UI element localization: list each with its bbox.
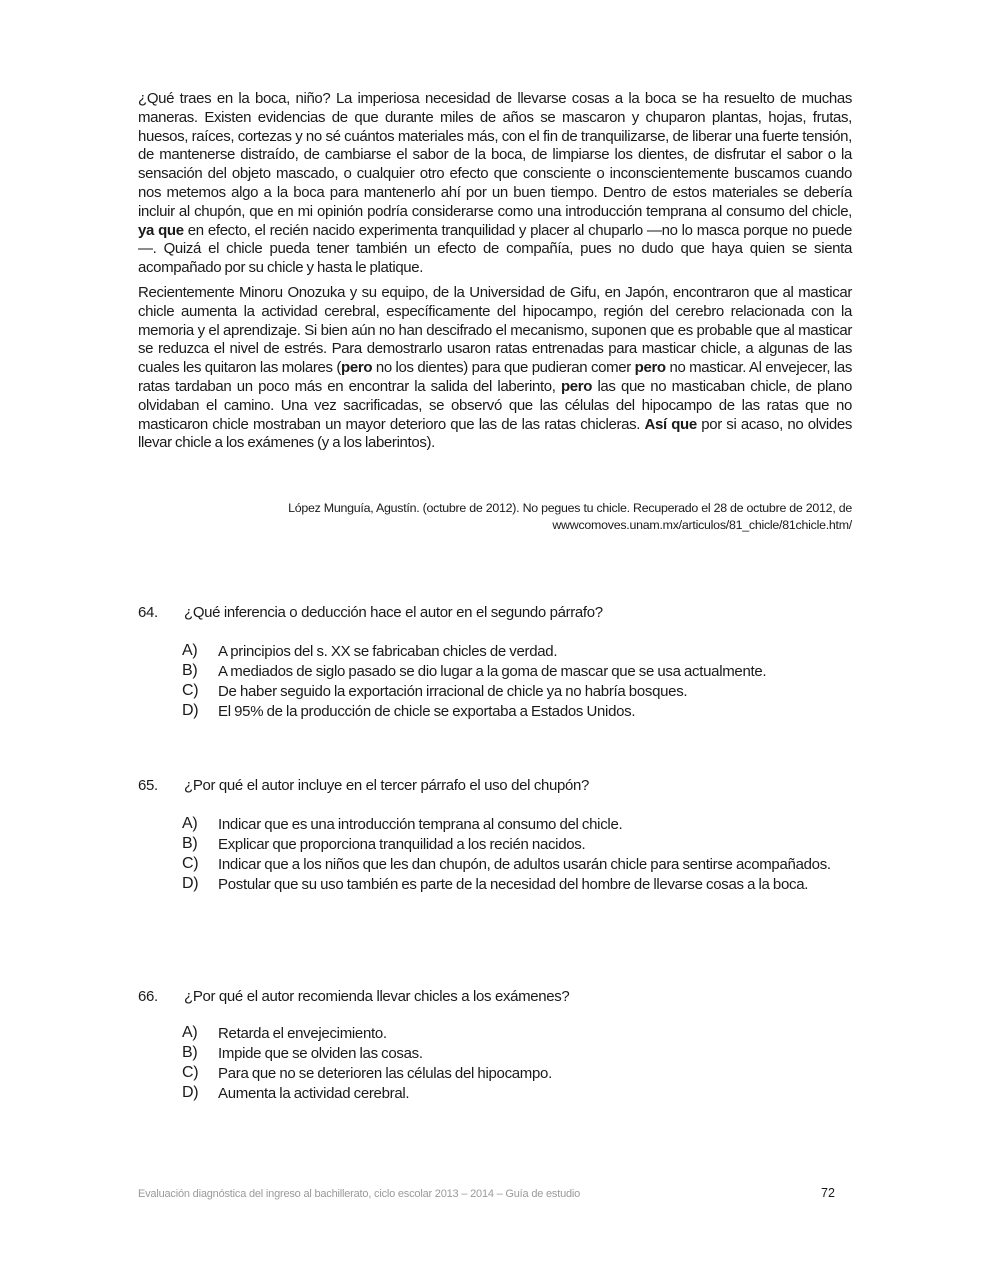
bold-connector: pero [634,359,666,377]
option-a[interactable] [182,815,852,835]
option-text: A mediados de siglo pasado se dio lugar a la goma de mascar que se usa actualmente. [218,663,767,680]
passage-paragraph-2 [138,284,852,453]
option-text: Postular que su uso también es parte de la necesidad del hombre de llevarse cosas a la boca. [218,876,809,893]
option-text: A principios del s. XX se fabricaban chicles de verdad. [218,643,558,660]
option-text: Indicar que es una introducción temprana al consumo del chicle. [218,816,623,833]
bold-connector: ya que [138,221,184,239]
option-text: El 95% de la producción de chicle se exportaba a Estados Unidos. [218,703,636,720]
option-d[interactable] [182,702,852,722]
option-text: Explicar que proporciona tranquilidad a los recién nacidos. [218,836,586,853]
option-letter: B) [182,835,198,852]
option-c[interactable] [182,1064,852,1084]
answer-options [182,642,852,722]
option-d[interactable] [182,1084,852,1104]
option-d[interactable] [182,875,852,895]
passage-paragraph-1 [138,90,852,278]
question-text: ¿Por qué el autor recomienda llevar chicles a los exámenes? [184,988,570,1005]
paragraph-text: no los dientes) para que pudieran comer [372,359,635,377]
paragraph-text: Recientemente Minoru Onozuka y su equipo, de la Universidad de Gifu, en Japón, encontraron que al masticar chicle aumenta la actividad cerebral, específicamente del hipocampo, región del cerebro relacionada con la memoria y el aprendizaje. Si bien aún no han descifrado el mecanismo, suponen que es probable que al masticar se reduzca el nivel de estrés. Para demostrarlo usaron ratas entrenadas para masticar chicle, a algunas de las cuales les quitaron las molares ( [138,283,852,377]
source-citation [230,500,852,534]
reading-passage [138,90,852,459]
option-letter: D) [182,702,199,719]
paragraph-text: las que no masticaban chicle, de plano olvidaban el camino. Una vez sacrificadas, se observó que las células del hipocampo de las ratas que no masticaron chicle mostraban un mayor deterioro que las de las ratas chicleras. [138,377,852,433]
option-text: Aumenta la actividad cerebral. [218,1085,410,1102]
option-letter: C) [182,682,199,699]
option-b[interactable] [182,662,852,682]
answer-options [182,815,852,895]
answer-options [182,1024,852,1104]
question-text: ¿Por qué el autor incluye en el tercer párrafo el uso del chupón? [184,777,590,794]
bold-connector: pero [560,377,593,395]
paragraph-text: no masticar. Al envejecer, las ratas tardaban un poco más en encontrar la salida del laberinto, [138,359,852,395]
option-letter: B) [182,662,198,679]
bold-connector: pero [341,359,373,377]
page-footer: Evaluación diagnóstica del ingreso al bachillerato, ciclo escolar 2013 – 2014 – Guía de estudio [138,1188,581,1200]
option-text: De haber seguido la exportación irracional de chicle ya no habría bosques. [218,683,688,700]
option-letter: A) [182,642,198,659]
option-text: Para que no se deterioren las células del hipocampo. [218,1065,552,1082]
option-b[interactable] [182,1044,852,1064]
option-a[interactable] [182,1024,852,1044]
question-number: 66. [138,988,158,1005]
paragraph-text: en efecto, el recién nacido experimenta tranquilidad y placer al chuparlo —no lo masca porque no puede—. Quizá el chicle pueda tener también un efecto de compañía, pues no dudo que haya quien se sienta acompañado por su chicle y hasta le platique. [138,221,852,277]
bold-connector: Así que [644,415,697,433]
option-letter: C) [182,1064,199,1081]
option-text: Indicar que a los niños que les dan chupón, de adultos usarán chicle para sentirse acompañados. [218,856,831,873]
option-text: Impide que se olviden las cosas. [218,1045,423,1062]
option-c[interactable] [182,855,852,875]
option-c[interactable] [182,682,852,702]
option-a[interactable] [182,642,852,662]
option-b[interactable] [182,835,852,855]
option-letter: C) [182,855,199,872]
option-letter: B) [182,1044,198,1061]
citation-line-1: López Munguía, Agustín. (octubre de 2012). No pegues tu chicle. Recuperado el 28 de octubre de 2012, de [288,501,852,515]
option-letter: A) [182,1024,198,1041]
paragraph-text: ¿Qué traes en la boca, niño? La imperiosa necesidad de llevarse cosas a la boca se ha resuelto de muchas maneras. Existen evidencias de que durante miles de años se mascaron y chuparon plantas, hojas, frutas, huesos, raíces, cortezas y no sé cuántos materiales más, con el fin de tranquilizarse, de liberar una fuerte tensión, de mantenerse distraído, de cambiarse el sabor de la boca, de limpiarse los dientes, de disfrutar el sabor o la sensación del objeto mascado, o cualquier otro efecto que consciente o inconscientemente buscamos cuando nos metemos algo a la boca para mantenerlo ahí por un buen tiempo. Dentro de estos materiales se debería incluir al chupón, que en mi opinión podría considerarse como una introducción temprana al consumo del chicle, [138,90,852,220]
option-letter: D) [182,1084,199,1101]
citation-url: wwwcomoves.unam.mx/articulos/81_chicle/81chicle.htm/ [552,518,852,532]
page-number: 72 [821,1186,835,1200]
paragraph-text: por si acaso, no olvides llevar chicle a los exámenes (y a los laberintos). [138,415,853,452]
option-letter: A) [182,815,198,832]
option-letter: D) [182,875,199,892]
option-text: Retarda el envejecimiento. [218,1025,387,1042]
question-number: 64. [138,604,158,621]
question-text: ¿Qué inferencia o deducción hace el autor en el segundo párrafo? [184,604,603,621]
question-number: 65. [138,777,158,794]
